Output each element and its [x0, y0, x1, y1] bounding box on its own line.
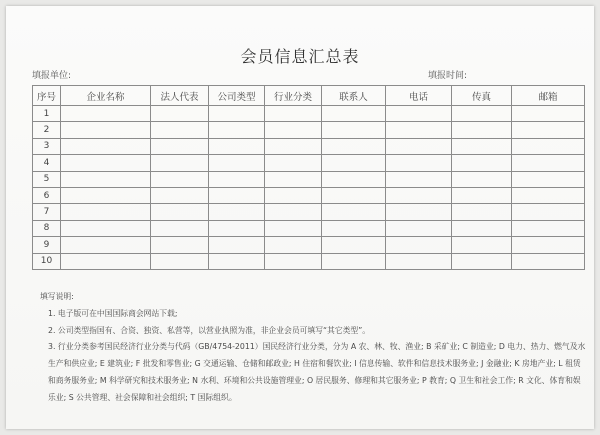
cell[interactable] — [265, 155, 322, 171]
cell[interactable] — [265, 204, 322, 220]
cell[interactable] — [512, 220, 585, 236]
cell[interactable] — [209, 138, 265, 154]
cell[interactable] — [209, 220, 265, 236]
cell[interactable] — [512, 253, 585, 269]
cell[interactable] — [512, 155, 585, 171]
cell[interactable] — [386, 171, 452, 187]
row-number: 7 — [33, 204, 61, 220]
fill-unit-label: 填报单位: — [32, 71, 72, 81]
col-header-index: 序号 — [33, 86, 61, 106]
cell[interactable] — [61, 122, 151, 138]
cell[interactable] — [452, 220, 512, 236]
cell[interactable] — [322, 204, 386, 220]
cell[interactable] — [452, 106, 512, 122]
cell[interactable] — [322, 155, 386, 171]
row-number: 2 — [33, 122, 61, 138]
row-number: 4 — [33, 155, 61, 171]
cell[interactable] — [265, 220, 322, 236]
cell[interactable] — [61, 171, 151, 187]
cell[interactable] — [151, 155, 209, 171]
col-header-company-type: 公司类型 — [209, 86, 265, 106]
cell[interactable] — [512, 237, 585, 253]
cell[interactable] — [151, 220, 209, 236]
cell[interactable] — [452, 138, 512, 154]
cell[interactable] — [322, 237, 386, 253]
cell[interactable] — [452, 171, 512, 187]
cell[interactable] — [386, 138, 452, 154]
table-row — [33, 220, 585, 236]
cell[interactable] — [265, 138, 322, 154]
cell[interactable] — [209, 106, 265, 122]
cell[interactable] — [151, 106, 209, 122]
cell[interactable] — [151, 237, 209, 253]
row-number: 3 — [33, 138, 61, 154]
cell[interactable] — [386, 237, 452, 253]
cell[interactable] — [209, 155, 265, 171]
fill-time-label: 填报时间: — [428, 71, 468, 81]
col-header-industry: 行业分类 — [265, 86, 322, 106]
row-number: 10 — [33, 253, 61, 269]
col-header-email: 邮箱 — [512, 86, 585, 106]
table-row — [33, 253, 585, 269]
cell[interactable] — [151, 171, 209, 187]
member-table — [32, 85, 585, 270]
cell[interactable] — [322, 253, 386, 269]
cell[interactable] — [452, 204, 512, 220]
table-row — [33, 187, 585, 203]
table-row — [33, 155, 585, 171]
cell[interactable] — [151, 138, 209, 154]
instructions-title: 填写说明: — [40, 292, 74, 301]
col-header-contact: 联系人 — [322, 86, 386, 106]
cell[interactable] — [61, 138, 151, 154]
cell[interactable] — [452, 187, 512, 203]
cell[interactable] — [386, 155, 452, 171]
cell[interactable] — [61, 155, 151, 171]
row-number: 6 — [33, 187, 61, 203]
table-header-row — [33, 86, 585, 106]
table-row — [33, 122, 585, 138]
table-row — [33, 138, 585, 154]
cell[interactable] — [386, 187, 452, 203]
cell[interactable] — [61, 204, 151, 220]
cell[interactable] — [151, 204, 209, 220]
cell[interactable] — [209, 204, 265, 220]
cell[interactable] — [151, 187, 209, 203]
cell[interactable] — [265, 171, 322, 187]
page-title: 会员信息汇总表 — [240, 47, 360, 66]
col-header-fax: 传真 — [452, 86, 512, 106]
col-header-phone: 电话 — [386, 86, 452, 106]
cell[interactable] — [322, 122, 386, 138]
row-number: 8 — [33, 220, 61, 236]
table-row — [33, 237, 585, 253]
cell[interactable] — [209, 237, 265, 253]
cell[interactable] — [322, 187, 386, 203]
cell[interactable] — [61, 253, 151, 269]
cell[interactable] — [512, 122, 585, 138]
cell[interactable] — [452, 122, 512, 138]
cell[interactable] — [61, 237, 151, 253]
cell[interactable] — [452, 253, 512, 269]
cell[interactable] — [322, 106, 386, 122]
cell[interactable] — [452, 237, 512, 253]
table-row — [33, 204, 585, 220]
cell[interactable] — [209, 171, 265, 187]
cell[interactable] — [265, 253, 322, 269]
cell[interactable] — [265, 122, 322, 138]
cell[interactable] — [151, 253, 209, 269]
cell[interactable] — [209, 122, 265, 138]
table-row — [33, 171, 585, 187]
cell[interactable] — [61, 187, 151, 203]
row-number: 5 — [33, 171, 61, 187]
cell[interactable] — [209, 253, 265, 269]
cell[interactable] — [265, 106, 322, 122]
cell[interactable] — [512, 106, 585, 122]
instruction-item: 3. 行业分类参考国民经济行业分类与代码（GB/4754-2011）国民经济行业分类，分为 A 农、林、牧、渔业; B 采矿业; C 制造业; D 电力、热力、燃气及水生产和供应业; E 建筑业; F 批发和零售业; G 交通运输、仓储和邮政业; H 住宿和餐饮业; I 信息传输、软件和信息技术服务业; J 金融业; K 房地产业; L 租赁和商务服务业; M 科学研究和技术服务业; N 水利、环境和公共设施管理业; O 居民服务、修理和其它服务业; P 教育; Q 卫生和社会工作; R 文化、体育和娱乐业; S 公共管理、社会保障和社会组织; T 国际组织。 — [48, 342, 586, 402]
cell[interactable] — [386, 253, 452, 269]
cell[interactable] — [386, 122, 452, 138]
cell[interactable] — [322, 138, 386, 154]
cell[interactable] — [61, 220, 151, 236]
row-number: 1 — [33, 106, 61, 122]
cell[interactable] — [452, 155, 512, 171]
cell[interactable] — [322, 171, 386, 187]
col-header-legal-rep: 法人代表 — [151, 86, 209, 106]
cell[interactable] — [512, 204, 585, 220]
instruction-item: 1. 电子版可在中国国际商会网站下载; — [48, 308, 178, 318]
instructions — [28, 289, 588, 407]
cell[interactable] — [512, 171, 585, 187]
instruction-item: 2. 公司类型指国有、合资、独资、私营等，以营业执照为准，非企业会员可填写“其它类型”。 — [48, 325, 371, 335]
cell[interactable] — [209, 187, 265, 203]
table-row — [33, 106, 585, 122]
cell[interactable] — [512, 187, 585, 203]
cell[interactable] — [151, 122, 209, 138]
cell[interactable] — [265, 187, 322, 203]
row-number: 9 — [33, 237, 61, 253]
cell[interactable] — [386, 204, 452, 220]
form-sheet — [6, 6, 594, 429]
cell[interactable] — [386, 106, 452, 122]
cell[interactable] — [265, 237, 322, 253]
cell[interactable] — [512, 138, 585, 154]
col-header-company-name: 企业名称 — [61, 86, 151, 106]
cell[interactable] — [61, 106, 151, 122]
cell[interactable] — [386, 220, 452, 236]
cell[interactable] — [322, 220, 386, 236]
